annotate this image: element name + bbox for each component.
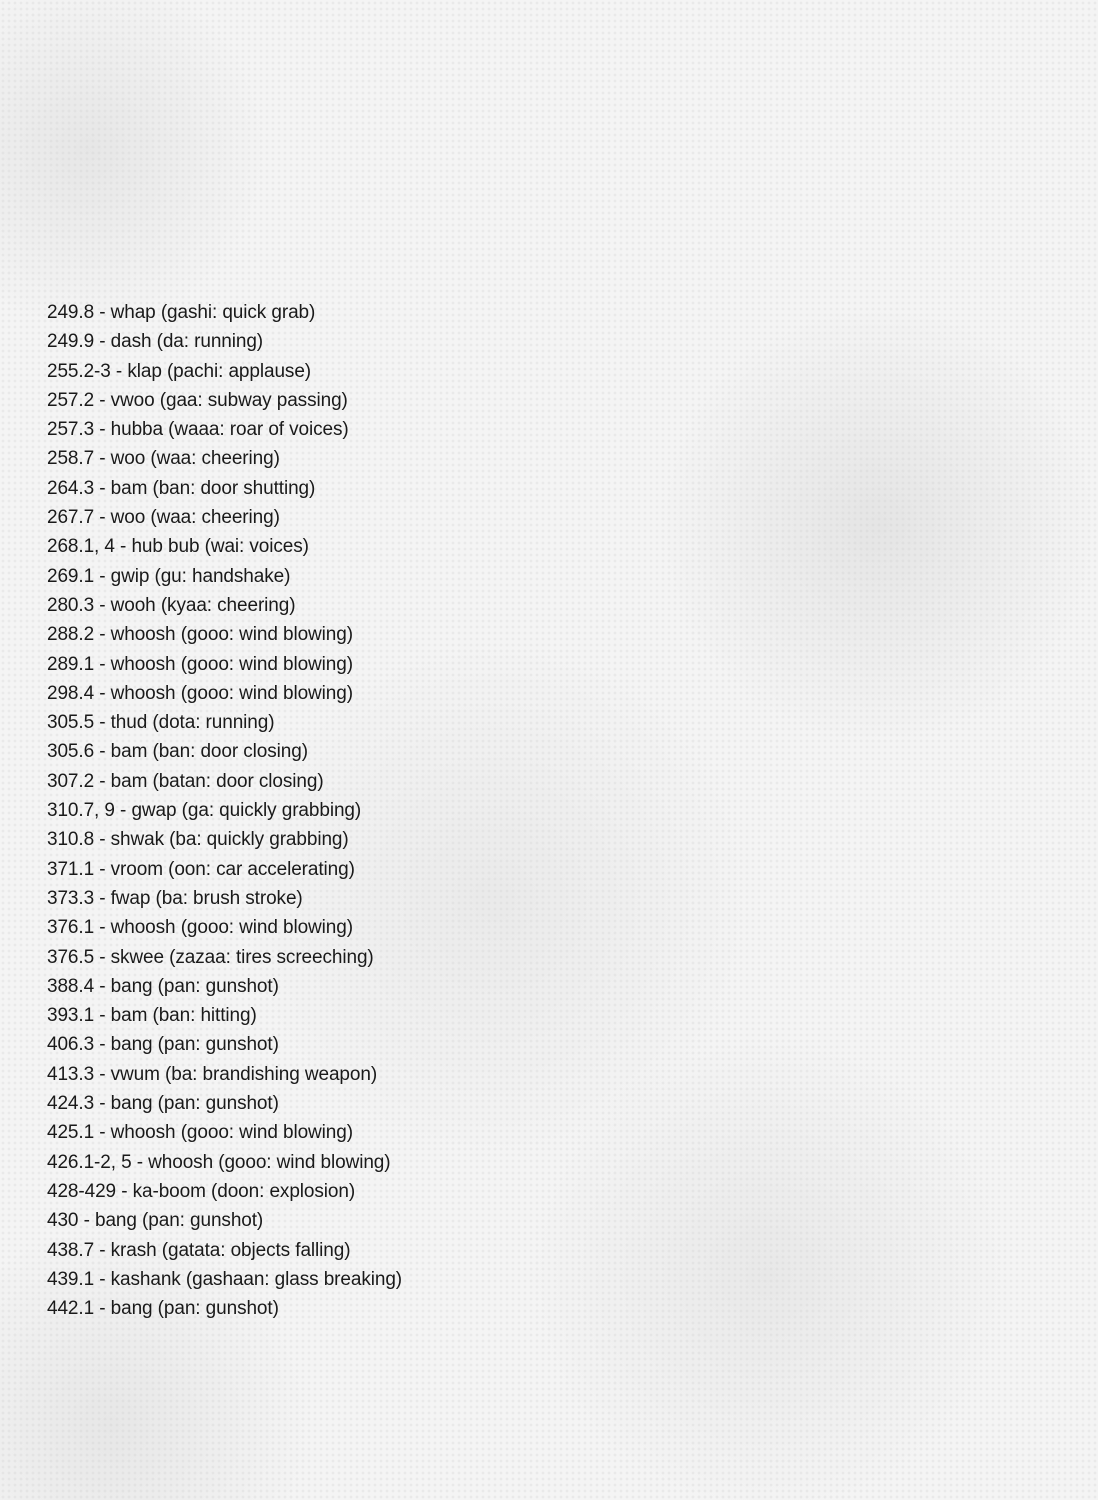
list-item: 257.2 - vwoo (gaa: subway passing) — [47, 389, 348, 411]
list-item: 310.7, 9 - gwap (ga: quickly grabbing) — [47, 800, 362, 822]
list-item: 288.2 - whoosh (gooo: wind blowing) — [47, 624, 353, 646]
list-item: 428-429 - ka-boom (doon: explosion) — [47, 1180, 356, 1202]
list-item: 376.1 - whoosh (gooo: wind blowing) — [47, 917, 353, 939]
list-item: 424.3 - bang (pan: gunshot) — [47, 1093, 279, 1115]
list-item: 280.3 - wooh (kyaa: cheering) — [47, 594, 296, 616]
list-item: 305.5 - thud (dota: running) — [47, 712, 275, 734]
list-item: 393.1 - bam (ban: hitting) — [47, 1005, 257, 1027]
list-item: 307.2 - bam (batan: door closing) — [47, 770, 324, 792]
list-item: 268.1, 4 - hub bub (wai: voices) — [47, 536, 309, 558]
list-item: 257.3 - hubba (waaa: roar of voices) — [47, 419, 349, 441]
list-item: 269.1 - gwip (gu: handshake) — [47, 565, 291, 587]
list-item: 439.1 - kashank (gashaan: glass breaking) — [47, 1268, 403, 1290]
list-item: 249.8 - whap (gashi: quick grab) — [47, 302, 316, 323]
list-item: 376.5 - skwee (zazaa: tires screeching) — [47, 946, 374, 968]
list-item: 289.1 - whoosh (gooo: wind blowing) — [47, 653, 353, 675]
list-item: 249.9 - dash (da: running) — [47, 331, 264, 353]
list-item: 258.7 - woo (waa: cheering) — [47, 448, 280, 470]
list-item: 438.7 - krash (gatata: objects falling) — [47, 1239, 351, 1261]
list-item: 267.7 - woo (waa: cheering) — [47, 507, 280, 529]
list-item: 442.1 - bang (pan: gunshot) — [47, 1298, 279, 1320]
list-item: 298.4 - whoosh (gooo: wind blowing) — [47, 682, 353, 704]
list-item: 430 - bang (pan: gunshot) — [47, 1210, 264, 1232]
list-item: 413.3 - vwum (ba: brandishing weapon) — [47, 1063, 378, 1085]
list-item: 264.3 - bam (ban: door shutting) — [47, 477, 316, 499]
list-item: 425.1 - whoosh (gooo: wind blowing) — [47, 1122, 353, 1144]
sound-effects-list — [47, 298, 402, 1323]
list-item: 371.1 - vroom (oon: car accelerating) — [47, 858, 355, 880]
list-item: 310.8 - shwak (ba: quickly grabbing) — [47, 829, 349, 851]
list-item: 406.3 - bang (pan: gunshot) — [47, 1034, 279, 1056]
list-item: 305.6 - bam (ban: door closing) — [47, 741, 308, 763]
list-item: 255.2-3 - klap (pachi: applause) — [47, 360, 312, 382]
list-item: 388.4 - bang (pan: gunshot) — [47, 975, 279, 997]
list-item: 426.1-2, 5 - whoosh (gooo: wind blowing) — [47, 1151, 391, 1173]
list-item: 373.3 - fwap (ba: brush stroke) — [47, 887, 303, 909]
